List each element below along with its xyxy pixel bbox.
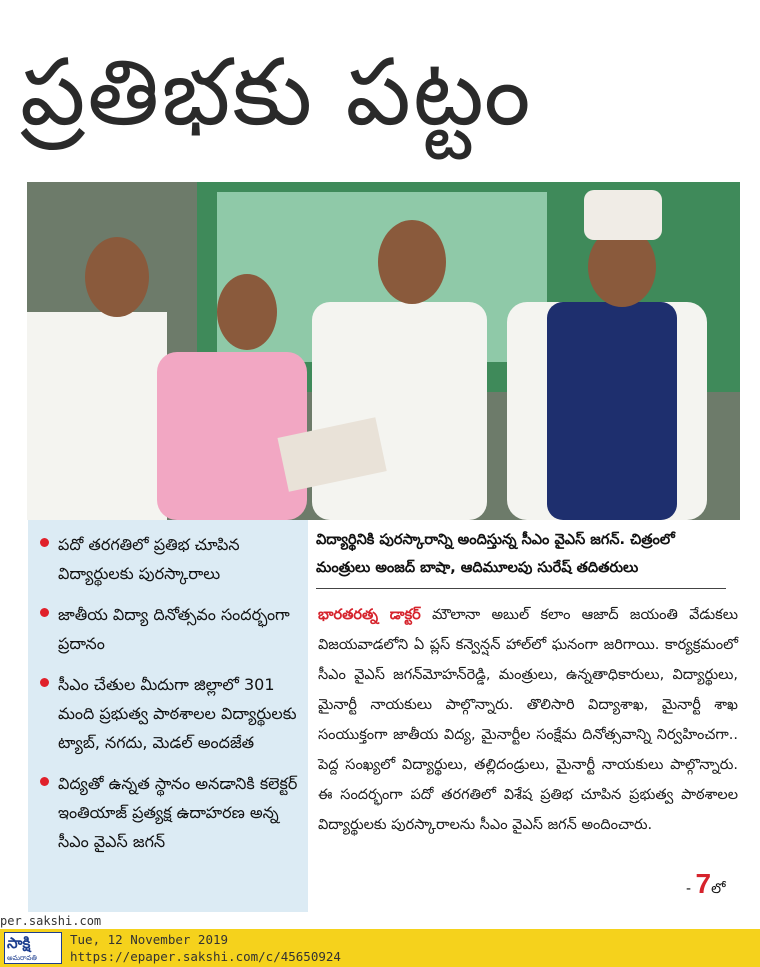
highlight-text: విద్యతో ఉన్నత స్థానం అనడానికి కలెక్టర్ ఇంతియాజ్ ప్రత్యక్ష ఉదాహరణ అన్న సీఎం వైఎస్ జగన్	[58, 774, 298, 851]
highlight-item	[40, 769, 300, 856]
cm-shirt	[312, 302, 487, 520]
article-body	[318, 600, 738, 900]
student-saree	[157, 352, 307, 520]
highlight-text: సీఎం చేతుల మీదుగా జిల్లాలో 301 మంది ప్రభుత్వ పాఠశాలల విద్యార్థులకు ట్యాబ్, నగదు, మెడల్ అందజేత	[58, 675, 297, 752]
photo-caption: విద్యార్థినికి పురస్కారాన్ని అందిస్తున్న సీఎం వైఎస్ జగన్. చిత్రంలో మంత్రులు అంజద్ బాషా, ఆదిమూలపు సురేష్ తదితరులు	[316, 532, 675, 576]
sakshi-logo	[4, 932, 62, 964]
footer-bar	[0, 929, 760, 967]
caption-divider	[316, 588, 726, 589]
continued-dash: -	[686, 881, 692, 897]
bullet-dot-icon	[40, 678, 49, 687]
footer-url[interactable]: https://epaper.sakshi.com/c/45650924	[70, 949, 341, 964]
highlight-text: పదో తరగతిలో ప్రతిభ చూపిన విద్యార్థులకు పురస్కారాలు	[58, 535, 240, 583]
person-right-cap	[584, 190, 662, 240]
highlight-item	[40, 600, 300, 658]
continued-suffix: లో	[711, 881, 726, 897]
article-lead: భారతరత్న డాక్టర్	[318, 607, 421, 623]
highlight-item	[40, 530, 300, 588]
footer-date: Tue, 12 November 2019	[70, 932, 229, 947]
source-text: per.sakshi.com	[0, 914, 102, 928]
headline: ప్రతిభకు పట్టం	[20, 39, 533, 146]
bullet-dot-icon	[40, 608, 49, 617]
continued-page: 7	[695, 868, 712, 899]
bullet-dot-icon	[40, 538, 49, 547]
person-left-head	[85, 237, 149, 317]
news-photo	[27, 182, 740, 520]
highlight-text: జాతీయ విద్యా దినోత్సవం సందర్భంగా ప్రదానం	[58, 605, 290, 653]
logo-edition: అమరావతి	[7, 954, 37, 962]
article-text: మౌలానా అబుల్ కలాం ఆజాద్ జయంతి వేడుకలు విజయవాడలోని ఏ ప్లస్ కన్వెన్షన్ హాల్‌లో ఘనంగా జరిగాయి. కార్యక్రమంలో సీఎం వైఎస్ జగన్‌మోహన్‌రెడ్డి, మంత్రులు, ఉన్నతాధికారులు, విద్యార్థులు, మైనార్టీ నాయకులు పాల్గొన్నారు. తొలిసారి విద్యాశాఖ, మైనార్టీ శాఖ సంయుక్తంగా జాతీయ విద్య, మైనార్టీల సంక్షేమ దినోత్సవాన్ని నిర్వహించగా.. పెద్ద సంఖ్యలో విద్యార్థులు, తల్లిదండ్రులు, మైనార్టీ నాయకులు పాల్గొన్నారు. ఈ సందర్భంగా పదో తరగతిలో విశేష ప్రతిభ చూపిన ప్రభుత్వ పాఠశాలల విద్యార్థులకు పురస్కారాలను సీఎం వైఎస్ జగన్ అందించారు.	[318, 607, 738, 833]
student-head	[217, 274, 277, 350]
cm-head	[378, 220, 446, 304]
logo-text: సాక్షి	[7, 934, 31, 952]
person-right-vest	[547, 302, 677, 520]
photo-illustration	[27, 182, 740, 520]
highlight-item	[40, 670, 300, 757]
highlights-box	[28, 520, 308, 912]
continued-marker	[686, 868, 746, 902]
bullet-dot-icon	[40, 777, 49, 786]
person-left-shirt	[27, 312, 167, 520]
